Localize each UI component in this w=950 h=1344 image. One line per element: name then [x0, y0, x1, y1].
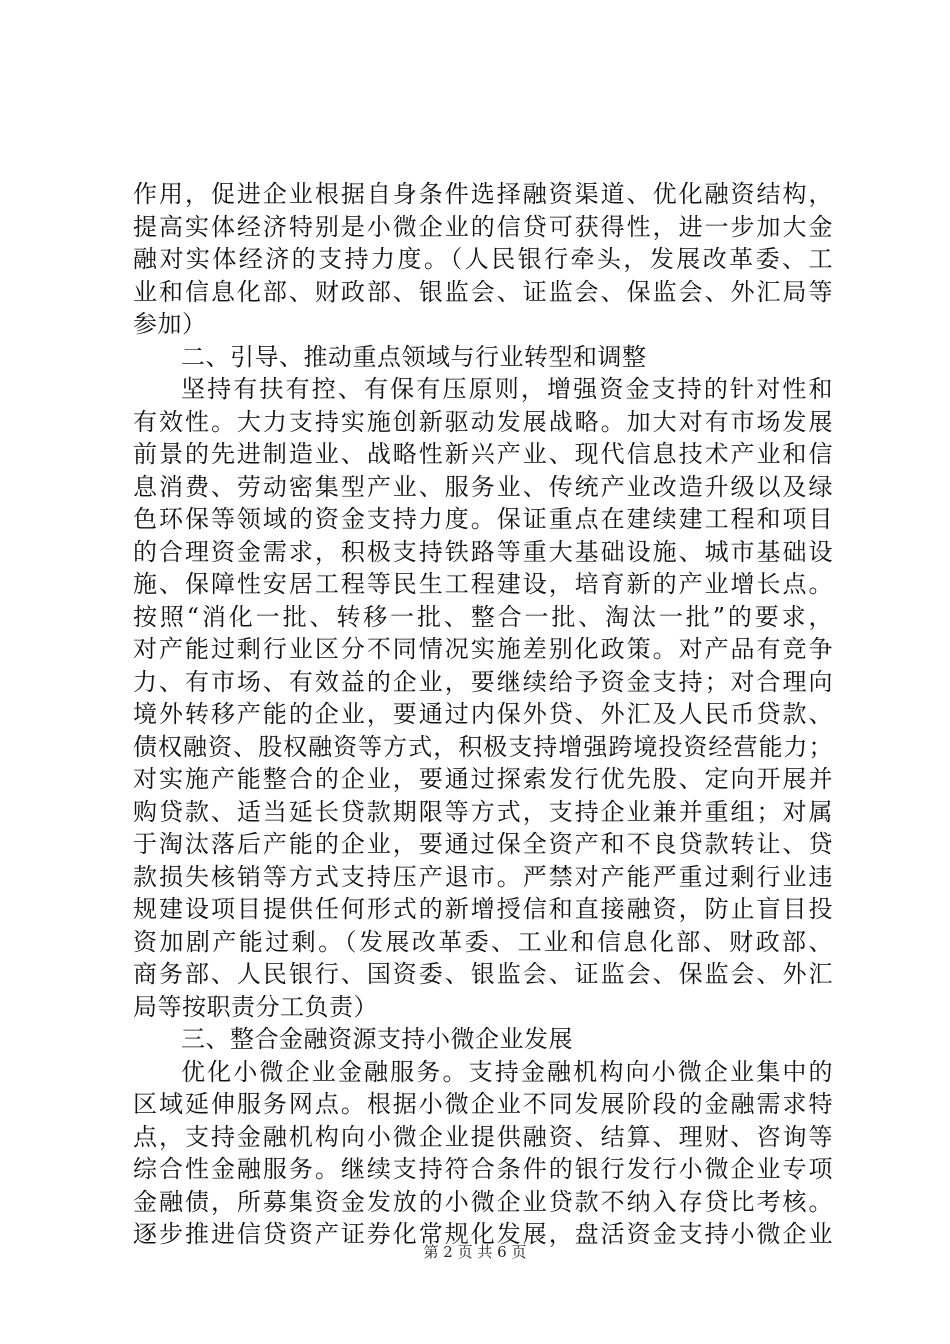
text-line: 参加）: [133, 310, 207, 338]
text-line: 境外转移产能的企业，要通过内保外贷、外汇及人民币贷款、: [133, 700, 833, 728]
text-line: 坚持有扶有控、有保有压原则，增强资金支持的针对性和: [181, 375, 833, 403]
text-line: 作用，促进企业根据自身条件选择融资渠道、优化融资结构，: [133, 180, 833, 208]
text-line: 息消费、劳动密集型产业、服务业、传统产业改造升级以及绿: [133, 472, 833, 501]
text-line: 对实施产能整合的企业，要通过探索发行优先股、定向开展并: [133, 765, 833, 793]
page-footer: 第 2 页 共 6 页: [423, 1243, 527, 1261]
text-line: 有效性。大力支持实施创新驱动发展战略。加大对有市场发展: [133, 407, 833, 436]
text-line: 逐步推进信贷资产证券化常规化发展，盘活资金支持小微企业: [133, 1220, 833, 1248]
text-line: 债权融资、股权融资等方式，积极支持增强跨境投资经营能力；: [133, 732, 833, 761]
document-body: [133, 178, 833, 1251]
text-line: 施、保障性安居工程等民生工程建设，培育新的产业增长点。: [133, 570, 833, 598]
text-line: 前景的先进制造业、战略性新兴产业、现代信息技术产业和信: [133, 440, 833, 468]
text-line: 的合理资金需求，积极支持铁路等重大基础设施、城市基础设: [133, 537, 833, 566]
text-line: 按照“消化一批、转移一批、整合一批、淘汰一批”的要求，: [133, 602, 833, 631]
text-line: 点，支持金融机构向小微企业提供融资、结算、理财、咨询等: [133, 1122, 833, 1151]
text-line: 色环保等领域的资金支持力度。保证重点在建续建工程和项目: [133, 505, 833, 533]
text-line: 提高实体经济特别是小微企业的信贷可获得性，进一步加大金: [133, 212, 833, 241]
text-line: 综合性金融服务。继续支持符合条件的银行发行小微企业专项: [133, 1155, 833, 1183]
text-line: 对产能过剩行业区分不同情况实施差别化政策。对产品有竞争: [133, 635, 833, 663]
text-line: 力、有市场、有效益的企业，要继续给予资金支持；对合理向: [133, 667, 833, 696]
text-line: 业和信息化部、财政部、银监会、证监会、保监会、外汇局等: [133, 277, 833, 306]
text-line: 局等按职责分工负责）: [133, 992, 378, 1021]
text-line: 规建设项目提供任何形式的新增授信和直接融资，防止盲目投: [133, 895, 833, 923]
text-line: 融对实体经济的支持力度。（人民银行牵头，发展改革委、工: [133, 245, 833, 273]
text-line: 款损失核销等方式支持压产退市。严禁对产能严重过剩行业违: [133, 862, 833, 891]
text-line: 于淘汰落后产能的企业，要通过保全资产和不良贷款转让、贷: [133, 830, 833, 858]
section-heading: 二、引导、推动重点领域与行业转型和调整: [181, 342, 647, 371]
text-line: 优化小微企业金融服务。支持金融机构向小微企业集中的: [181, 1057, 833, 1086]
section-heading: 三、整合金融资源支持小微企业发展: [181, 1025, 573, 1053]
text-line: 金融债，所募集资金发放的小微企业贷款不纳入存贷比考核。: [133, 1187, 833, 1216]
text-line: 购贷款、适当延长贷款期限等方式，支持企业兼并重组；对属: [133, 797, 833, 826]
text-line: 商务部、人民银行、国资委、银监会、证监会、保监会、外汇: [133, 960, 833, 988]
text-line: 区域延伸服务网点。根据小微企业不同发展阶段的金融需求特: [133, 1090, 833, 1118]
text-line: 资加剧产能过剩。（发展改革委、工业和信息化部、财政部、: [133, 927, 833, 956]
